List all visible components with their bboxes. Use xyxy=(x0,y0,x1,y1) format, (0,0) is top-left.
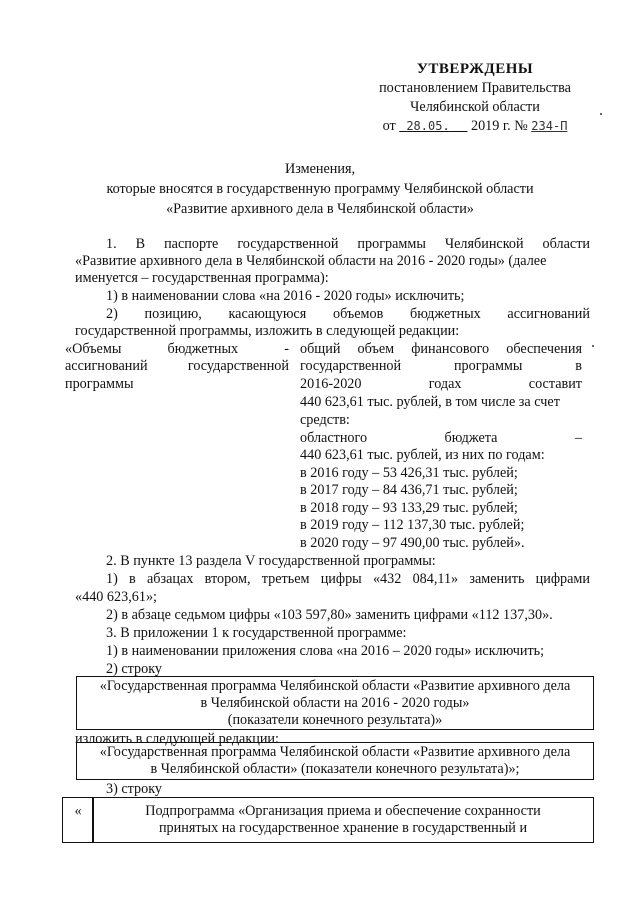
approval-block xyxy=(360,60,590,136)
box-3-line-1: Подпрограмма «Организация приема и обеспечение сохранности xyxy=(145,803,541,819)
scan-speck xyxy=(600,113,602,115)
passport-left-line-1: «Объемы бюджетных - xyxy=(65,341,289,357)
new-row-box xyxy=(76,742,594,780)
passport-right-line-2: государственной программы в xyxy=(300,358,582,374)
date-prefix: от xyxy=(382,118,396,134)
passport-right-line-4: 440 623,61 тыс. рублей, в том числе за счет xyxy=(300,394,560,410)
box-2-line-2: в Челябинской области» (показатели конечного результата)»; xyxy=(150,761,520,777)
passport-right-line-7: 440 623,61 тыс. рублей, из них по годам: xyxy=(300,447,545,463)
paragraph-6: 2) в абзаце седьмом цифры «103 597,80» заменить цифрами «112 137,30». xyxy=(106,607,553,623)
doc-title-line-2: которые вносятся в государственную программу Челябинской области xyxy=(106,181,534,197)
date-value: 28.05. xyxy=(406,119,450,133)
box-3-line-2: принятых на государственное хранение в государственный и xyxy=(158,820,528,836)
approval-line-2: Челябинской области xyxy=(410,99,540,115)
passport-right-line-12: в 2020 году – 97 490,00 тыс. рублей». xyxy=(300,535,525,551)
doc-title-line-3: «Развитие архивного дела в Челябинской области» xyxy=(166,201,474,217)
box-1-line-3: (показатели конечного результата)» xyxy=(227,712,443,728)
approval-line-1: постановлением Правительства xyxy=(379,80,571,96)
passport-left-line-2: ассигнований государственной xyxy=(65,358,289,374)
box-2-line-1: «Государственная программа Челябинской области «Развитие архивного дела xyxy=(99,744,571,760)
approval-date-line xyxy=(360,117,590,136)
paragraph-1-line-2: «Развитие архивного дела в Челябинской области на 2016 - 2020 годы» (далее xyxy=(75,253,547,269)
paragraph-3-line-1: 2) позицию, касающуюся объемов бюджетных ассигнований xyxy=(106,306,590,322)
date-field xyxy=(399,118,467,134)
paragraph-9: 2) строку xyxy=(106,661,163,677)
paragraph-7: 3. В приложении 1 к государственной программе: xyxy=(106,625,407,641)
passport-left-line-3: программы xyxy=(65,376,134,392)
passport-right-line-1: общий объем финансового обеспечения xyxy=(300,341,582,357)
passport-right-line-8: в 2016 году – 53 426,31 тыс. рублей; xyxy=(300,465,518,481)
replaced-row-box xyxy=(76,676,594,730)
passport-right-line-10: в 2018 году – 93 133,29 тыс. рублей; xyxy=(300,500,518,516)
passport-right-line-11: в 2019 году – 112 137,30 тыс. рублей; xyxy=(300,517,525,533)
approval-heading: УТВЕРЖДЕНЫ xyxy=(416,61,534,77)
subprogram-cell xyxy=(92,797,594,843)
passport-right-line-6: областного бюджета – xyxy=(300,430,582,446)
quote-cell xyxy=(62,797,94,843)
passport-right-line-3: 2016-2020 годах составит xyxy=(300,376,582,392)
passport-right-line-9: в 2017 году – 84 436,71 тыс. рублей; xyxy=(300,482,518,498)
paragraph-11: 3) строку xyxy=(106,781,163,797)
paragraph-4: 2. В пункте 13 раздела V государственной программы: xyxy=(106,553,436,569)
passport-right-line-5: средств: xyxy=(300,412,350,428)
box-1-line-1: «Государственная программа Челябинской области «Развитие архивного дела xyxy=(99,678,571,694)
paragraph-3-line-2: государственной программы, изложить в следующей редакции: xyxy=(75,323,460,339)
paragraph-10: изложить в следующей редакции: xyxy=(75,731,279,747)
number-value: 234-П xyxy=(531,119,568,133)
paragraph-5-line-2: «440 623,61»; xyxy=(75,589,157,605)
paragraph-1-line-3: именуется – государственная программа): xyxy=(75,270,329,286)
year-text: 2019 г. № xyxy=(470,118,528,134)
doc-title-line-1: Изменения, xyxy=(284,161,356,177)
paragraph-5-line-1: 1) в абзацах втором, третьем цифры «432 084,11» заменить цифрами xyxy=(106,571,590,587)
box-1-line-2: в Челябинской области на 2016 - 2020 годы» xyxy=(200,695,470,711)
paragraph-2: 1) в наименовании слова «на 2016 - 2020 годы» исключить; xyxy=(106,288,465,304)
paragraph-8: 1) в наименовании приложения слова «на 2016 – 2020 годы» исключить; xyxy=(106,643,545,659)
scan-speck xyxy=(592,345,594,347)
paragraph-1-line-1: 1. В паспорте государственной программы Челябинской области xyxy=(106,236,590,252)
box-3-quote: « xyxy=(74,803,82,819)
